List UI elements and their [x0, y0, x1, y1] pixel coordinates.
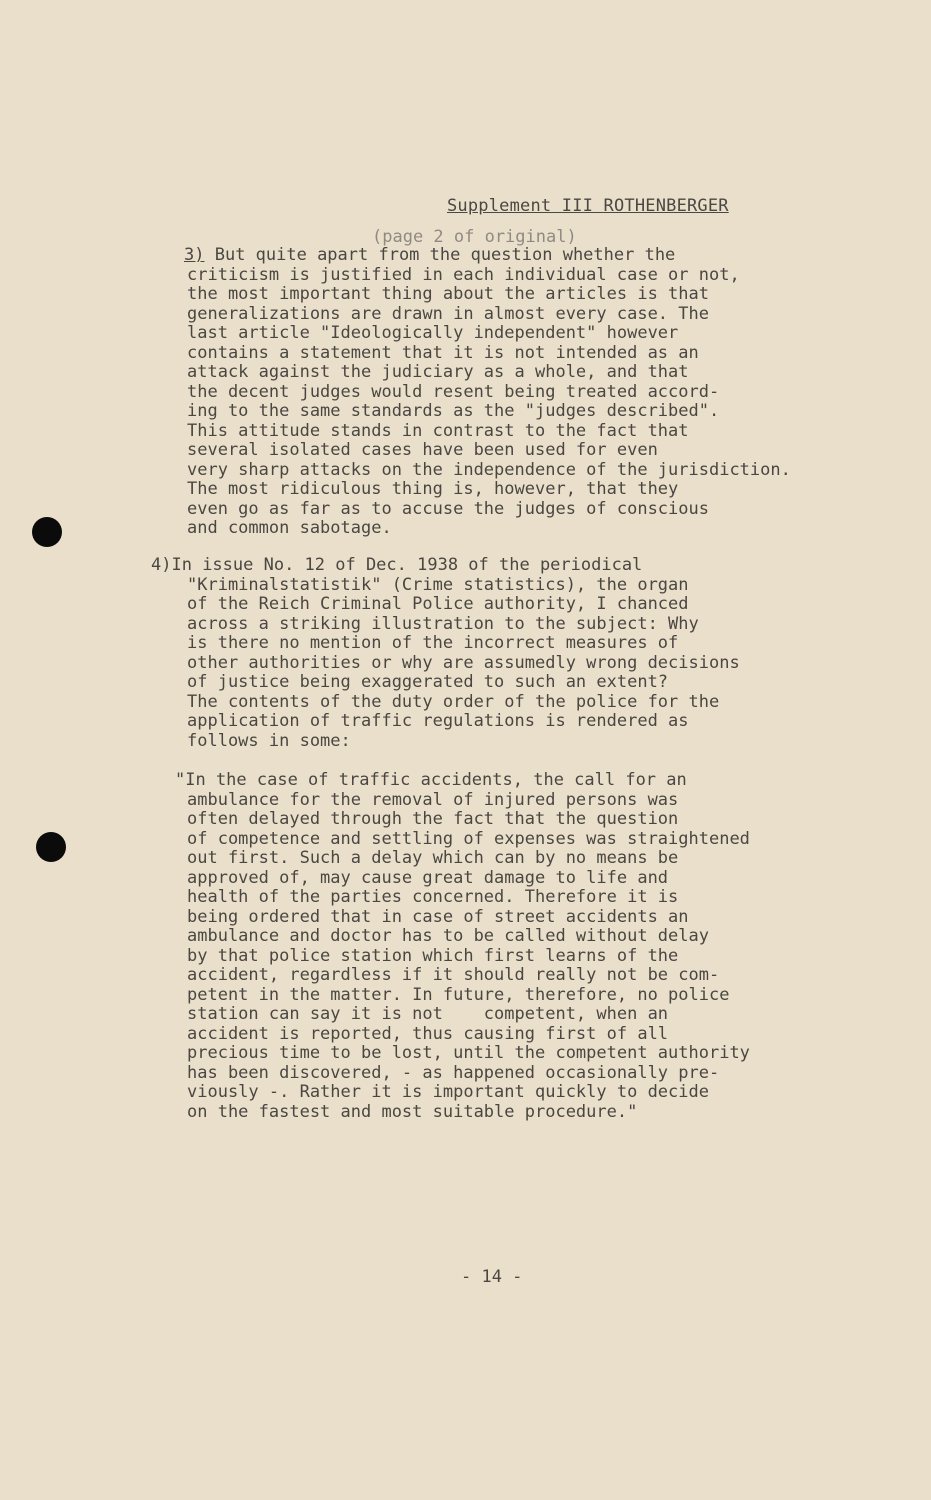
text-line: has been discovered, - as happened occasionally pre-	[187, 1062, 720, 1083]
text-line: ambulance for the removal of injured persons was	[187, 789, 679, 810]
text-line: criticism is justified in each individual case or not,	[187, 264, 740, 285]
text-line: precious time to be lost, until the competent authority	[187, 1043, 750, 1063]
text-line: of the Reich Criminal Police authority, I chanced	[187, 594, 689, 614]
text-line: attack against the judiciary as a whole, and that	[187, 362, 689, 382]
text-line: of competence and settling of expenses was straightened	[187, 828, 750, 849]
text-line: viously -. Rather it is important quickly to decide	[187, 1082, 709, 1102]
text-line: the most important thing about the articles is that	[187, 284, 709, 304]
page-reference: (page 2 of original)	[372, 227, 577, 247]
text-line: The most ridiculous thing is, however, that they	[187, 479, 679, 499]
text-line: "Kriminalstatistik" (Crime statistics), the organ	[187, 574, 689, 595]
text-line: being ordered that in case of street accidents an	[187, 906, 689, 927]
text-line: and common sabotage.	[187, 518, 392, 538]
text-line: other authorities or why are assumedly wrong decisions	[187, 652, 740, 673]
text-line: station can say it is not competent, when an	[187, 1004, 669, 1024]
text-line: of justice being exaggerated to such an extent?	[187, 672, 669, 692]
paragraph-number: 4)	[151, 555, 172, 575]
text-line: generalizations are drawn in almost every case. The	[187, 303, 709, 324]
text-line: accident, regardless if it should really not be com-	[187, 965, 720, 985]
text-line: approved of, may cause great damage to life and	[187, 867, 669, 888]
punch-hole-top	[32, 517, 62, 547]
text-line: The contents of the duty order of the police for the	[187, 691, 720, 712]
text-line: the decent judges would resent being treated accord-	[187, 381, 720, 402]
text-line: 3) But quite apart from the question whether the	[184, 245, 676, 265]
text-line: often delayed through the fact that the question	[187, 809, 679, 829]
text-line: very sharp attacks on the independence of the jurisdiction.	[187, 459, 791, 480]
text-line: follows in some:	[187, 730, 351, 751]
paragraph-number: 3)	[184, 245, 205, 265]
text-line: accident is reported, thus causing first of all	[187, 1023, 669, 1044]
document-header: Supplement III ROTHENBERGER	[447, 196, 729, 216]
text-line: 4)In issue No. 12 of Dec. 1938 of the periodical	[151, 555, 643, 575]
text-line: several isolated cases have been used for even	[187, 440, 658, 460]
text-line: on the fastest and most suitable procedure."	[187, 1101, 638, 1122]
text-line: ambulance and doctor has to be called without delay	[187, 926, 709, 946]
text-line: across a striking illustration to the subject: Why	[187, 613, 699, 634]
text-line: "In the case of traffic accidents, the call for an	[175, 770, 687, 790]
text-line: by that police station which first learns of the	[187, 945, 679, 966]
punch-hole-bottom	[36, 832, 66, 862]
text-line: health of the parties concerned. Therefore it is	[187, 887, 679, 907]
text-line: contains a statement that it is not intended as an	[187, 342, 699, 363]
text-line: is there no mention of the incorrect measures of	[187, 633, 679, 653]
text-line: even go as far as to accuse the judges of conscious	[187, 498, 709, 519]
text-line: out first. Such a delay which can by no means be	[187, 848, 679, 868]
text-line: application of traffic regulations is rendered as	[187, 711, 689, 731]
page-number: - 14 -	[461, 1267, 523, 1287]
text-line: last article "Ideologically independent" however	[187, 323, 679, 343]
text-line: This attitude stands in contrast to the fact that	[187, 420, 689, 441]
text-line: petent in the matter. In future, therefore, no police	[187, 984, 730, 1005]
text-line: ing to the same standards as the "judges described".	[187, 401, 720, 421]
